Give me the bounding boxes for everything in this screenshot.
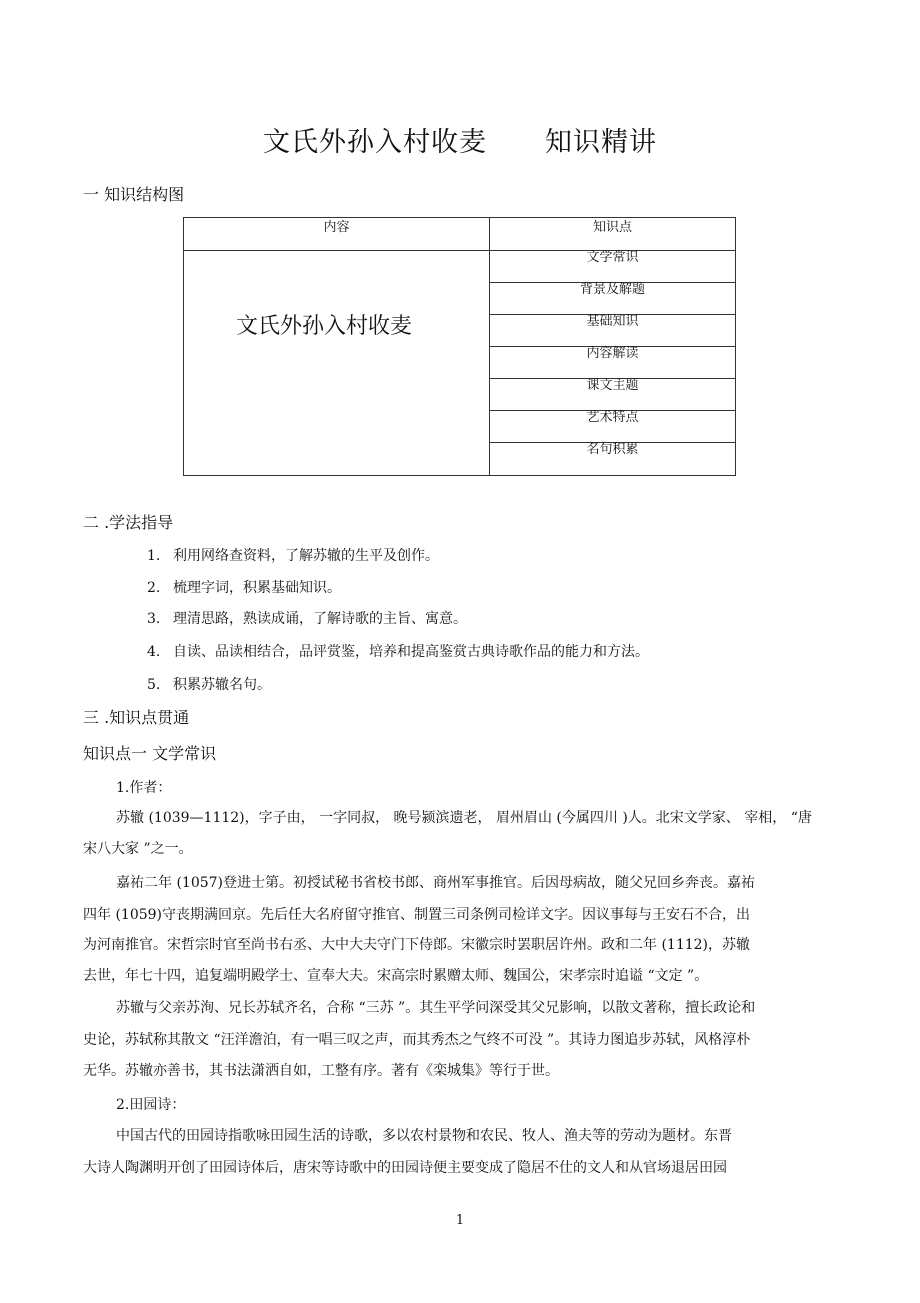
section1-heading: 一 知识结构图 xyxy=(83,185,185,204)
paragraph-line: 苏辙 (1039—1112)，字子由， 一字同叔， 晚号颍滨遗老， 眉州眉山 (今属四川 )人。北宋文学家、 宰相， “唐 xyxy=(116,810,812,826)
paragraph-line: 为河南推官。宋哲宗时官至尚书右丞、大中大夫守门下侍郎。宋徽宗时罢职居许州。政和二年 (1112)，苏辙 xyxy=(83,937,751,953)
study-item: 4. 自读、品读相结合，品评赏鉴，培养和提高鉴赏古典诗歌作品的能力和方法。 xyxy=(147,644,649,660)
study-item: 5. 积累苏辙名句。 xyxy=(147,677,271,693)
table-header-content: 内容 xyxy=(184,218,490,251)
author-label: 1.作者： xyxy=(116,780,172,796)
table-header-points: 知识点 xyxy=(490,218,736,251)
paragraph-line: 大诗人陶渊明开创了田园诗体后，唐宋等诗歌中的田园诗便主要变成了隐居不仕的文人和从官场退居田园 xyxy=(83,1160,727,1176)
study-item: 2. 梳理字词，积累基础知识。 xyxy=(147,580,341,596)
table-content-cell: 文氏外孙入村收麦 xyxy=(184,251,490,476)
table-point: 艺术特点 xyxy=(490,411,736,443)
paragraph-line: 中国古代的田园诗指歌咏田园生活的诗歌，多以农村景物和农民、牧人、渔夫等的劳动为题材。东晋 xyxy=(116,1128,732,1144)
table-point: 名句积累 xyxy=(490,443,736,476)
paragraph-line: 嘉祐二年 (1057)登进士第。初授试秘书省校书郎、商州军事推官。后因母病故，随父兄回乡奔丧。嘉祐 xyxy=(116,875,756,891)
knowledge-structure-table xyxy=(183,217,736,476)
paragraph-line: 宋八大家 ”之一。 xyxy=(83,841,193,857)
table-point: 背景及解题 xyxy=(490,283,736,315)
pastoral-label: 2.田园诗： xyxy=(116,1097,186,1113)
section2-heading: 二 .学法指导 xyxy=(83,513,174,532)
paragraph-line: 无华。苏辙亦善书，其书法潇洒自如，工整有序。著有《栾城集》等行于世。 xyxy=(83,1063,559,1079)
page-title xyxy=(0,120,920,159)
paragraph-line: 去世，年七十四，追复端明殿学士、宣奉大夫。宋高宗时累赠太师、魏国公，宋孝宗时追谥 “文定 ”。 xyxy=(83,968,709,984)
study-item: 3. 理清思路，熟读成诵，了解诗歌的主旨、寓意。 xyxy=(147,611,467,627)
table-point: 课文主题 xyxy=(490,379,736,411)
paragraph-line: 史论，苏轼称其散文 “汪洋澹泊，有一唱三叹之声，而其秀杰之气终不可没 ”。其诗力图追步苏轼，风格淳朴 xyxy=(83,1032,751,1048)
page-number: 1 xyxy=(455,1213,465,1228)
table-point: 文学常识 xyxy=(490,251,736,283)
paragraph-line: 四年 (1059)守丧期满回京。先后任大名府留守推官、制置三司条例司检详文字。因议事每与王安石不合，出 xyxy=(83,907,751,923)
study-item: 1. 利用网络查资料，了解苏辙的生平及创作。 xyxy=(147,548,439,564)
title-right: 知识精讲 xyxy=(545,127,657,158)
table-point: 基础知识 xyxy=(490,315,736,347)
title-left: 文氏外孙入村收麦 xyxy=(263,127,487,158)
paragraph-line: 苏辙与父亲苏洵、兄长苏轼齐名，合称 “三苏 ”。其生平学问深受其父兄影响，以散文著称，擅长政论和 xyxy=(116,1000,756,1016)
section3-heading: 三 .知识点贯通 xyxy=(83,708,190,727)
section3-subheading: 知识点一 文学常识 xyxy=(83,744,217,763)
table-point: 内容解读 xyxy=(490,347,736,379)
